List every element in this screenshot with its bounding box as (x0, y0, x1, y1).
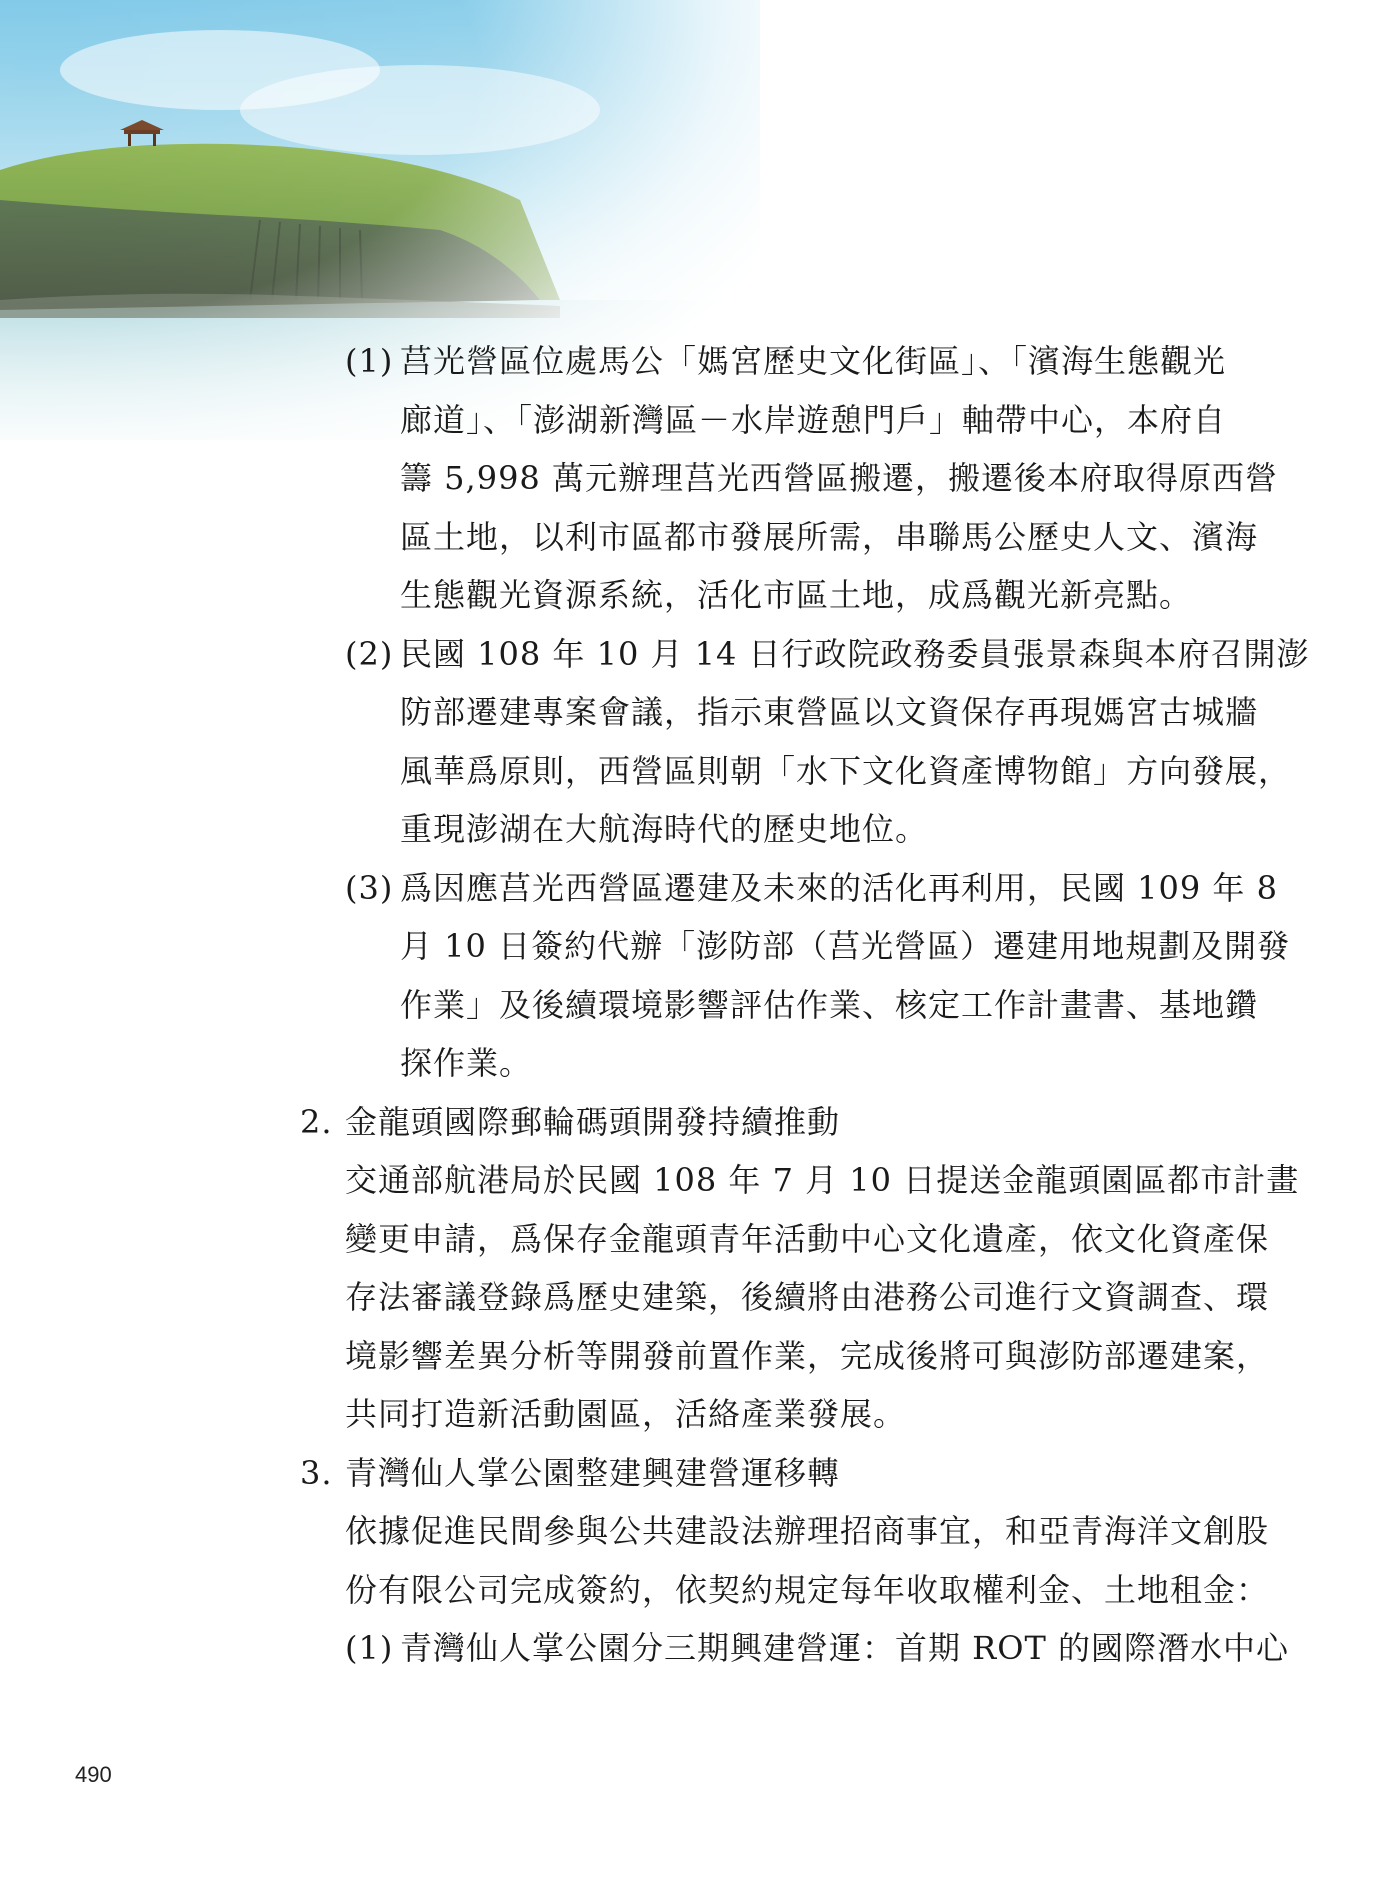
paragraph-line: 重現澎湖在大航海時代的歷史地位。 (400, 810, 929, 848)
section-heading: 金龍頭國際郵輪碼頭開發持續推動 (345, 1103, 841, 1141)
paragraph-line: 月 10 日簽約代辦「澎防部（莒光營區）遷建用地規劃及開發 (400, 927, 1291, 965)
paragraph-line: 作業」及後續環境影響評估作業、核定工作計畫書、基地鑽 (400, 986, 1259, 1024)
paragraph-line: 份有限公司完成簽約，依契約規定每年收取權利金、土地租金： (345, 1571, 1270, 1609)
paragraph-line: 風華爲原則，西營區則朝「水下文化資產博物館」方向發展， (400, 752, 1292, 790)
paragraph-line: 莒光營區位處馬公「媽宮歷史文化街區」、「濱海生態觀光 (400, 342, 1227, 380)
list-marker: (3) (345, 869, 394, 907)
paragraph-line: 區土地，以利市區都市發展所需，串聯馬公歷史人文、濱海 (400, 518, 1259, 556)
paragraph-line: 青灣仙人掌公園分三期興建營運：首期 ROT 的國際潛水中心 (400, 1629, 1290, 1667)
list-marker: (2) (345, 635, 394, 673)
paragraph-line: 生態觀光資源系統，活化市區土地，成爲觀光新亮點。 (400, 576, 1193, 614)
paragraph-line: 存法審議登錄爲歷史建築，後續將由港務公司進行文資調查、環 (345, 1278, 1270, 1316)
paragraph-line: 交通部航港局於民國 108 年 7 月 10 日提送金龍頭園區都市計畫 (345, 1161, 1300, 1199)
list-marker: (1) (345, 342, 394, 380)
paragraph-line: 民國 108 年 10 月 14 日行政院政務委員張景森與本府召開澎 (400, 635, 1310, 673)
page-number: 490 (75, 1762, 112, 1787)
section-heading: 青灣仙人掌公園整建興建營運移轉 (345, 1454, 841, 1492)
paragraph-line: 探作業。 (400, 1044, 533, 1082)
paragraph-line: 境影響差異分析等開發前置作業，完成後將可與澎防部遷建案， (345, 1337, 1270, 1375)
paragraph-line: 籌 5,998 萬元辦理莒光西營區搬遷，搬遷後本府取得原西營 (400, 459, 1278, 497)
paragraph-line: 廊道」、「澎湖新灣區－水岸遊憩門戶」軸帶中心，本府自 (400, 401, 1227, 439)
section-number: 3. (300, 1454, 333, 1492)
paragraph-line: 共同打造新活動園區，活絡產業發展。 (345, 1395, 907, 1433)
paragraph-line: 依據促進民間參與公共建設法辦理招商事宜，和亞青海洋文創股 (345, 1512, 1270, 1550)
paragraph-line: 變更申請，爲保存金龍頭青年活動中心文化遺產，依文化資產保 (345, 1220, 1270, 1258)
paragraph-line: 爲因應莒光西營區遷建及未來的活化再利用，民國 109 年 8 (400, 869, 1278, 907)
paragraph-line: 防部遷建專案會議，指示東營區以文資保存再現媽宮古城牆 (400, 693, 1259, 731)
list-marker: (1) (345, 1629, 394, 1667)
section-number: 2. (300, 1103, 333, 1141)
